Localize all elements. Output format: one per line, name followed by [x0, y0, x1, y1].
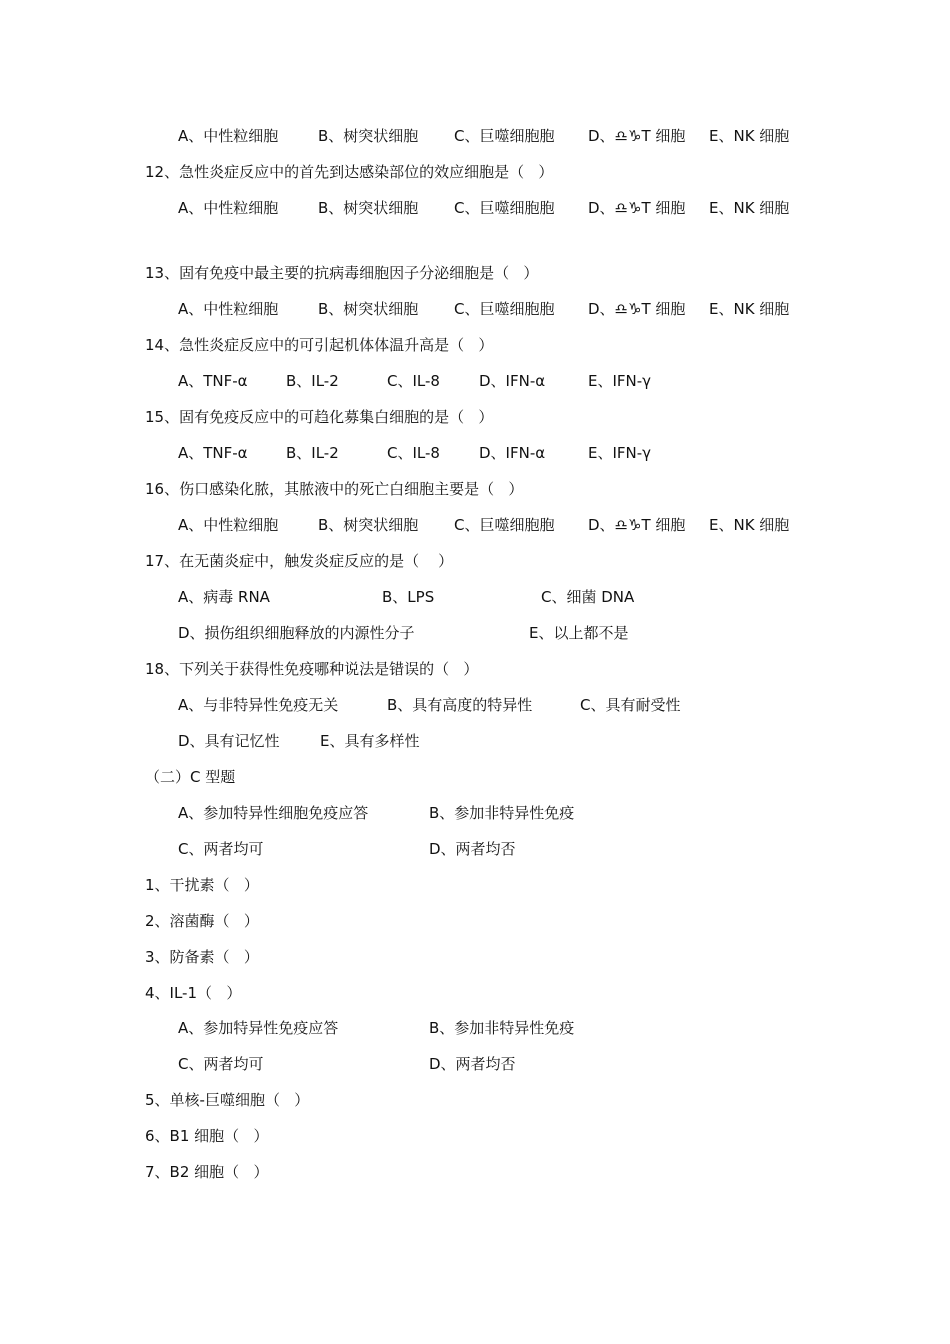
option-d: D、♎♑T 细胞: [588, 127, 686, 145]
group1-option-a: A、参加特异性细胞免疫应答: [178, 804, 369, 822]
c-question-5: 5、单核-巨噬细胞（ ）: [145, 1091, 310, 1109]
question-text: 18、下列关于获得性免疫哪种说法是错误的（ ）: [145, 660, 479, 678]
option-b: B、树突状细胞: [318, 127, 419, 145]
option-b: B、树突状细胞: [318, 300, 419, 318]
question-text: 13、固有免疫中最主要的抗病毒细胞因子分泌细胞是（ ）: [145, 264, 539, 282]
option-c: C、IL-8: [387, 444, 440, 462]
option-b: B、树突状细胞: [318, 199, 419, 217]
option-a: A、中性粒细胞: [178, 300, 279, 318]
c-question-4: 4、IL-1（ ）: [145, 984, 242, 1002]
group1-option-b: B、参加非特异性免疫: [429, 804, 575, 822]
option-c: C、巨噬细胞胞: [454, 127, 555, 145]
option-a: A、TNF-α: [178, 372, 248, 390]
option-a: A、与非特异性免疫无关: [178, 696, 339, 714]
section-title: （二）C 型题: [145, 768, 236, 786]
group2-option-c: C、两者均可: [178, 1055, 264, 1073]
option-c: C、巨噬细胞胞: [454, 516, 555, 534]
option-a: A、中性粒细胞: [178, 127, 279, 145]
option-d: D、♎♑T 细胞: [588, 199, 686, 217]
option-d: D、♎♑T 细胞: [588, 300, 686, 318]
question-text: 14、急性炎症反应中的可引起机体体温升高是（ ）: [145, 336, 494, 354]
option-c: C、IL-8: [387, 372, 440, 390]
option-d: D、具有记忆性: [178, 732, 280, 750]
option-d: D、IFN-α: [479, 372, 546, 390]
question-text: 15、固有免疫反应中的可趋化募集白细胞的是（ ）: [145, 408, 494, 426]
option-b: B、LPS: [382, 588, 435, 606]
option-c: C、具有耐受性: [580, 696, 681, 714]
option-b: B、IL-2: [286, 444, 339, 462]
option-d: D、♎♑T 细胞: [588, 516, 686, 534]
question-text: 16、伤口感染化脓，其脓液中的死亡白细胞主要是（ ）: [145, 480, 524, 498]
c-question-1: 1、干扰素（ ）: [145, 876, 259, 894]
group1-option-d: D、两者均否: [429, 840, 516, 858]
c-question-3: 3、防备素（ ）: [145, 948, 259, 966]
option-e: E、NK 细胞: [709, 127, 790, 145]
option-c: C、巨噬细胞胞: [454, 199, 555, 217]
option-e: E、NK 细胞: [709, 516, 790, 534]
group2-option-d: D、两者均否: [429, 1055, 516, 1073]
option-b: B、树突状细胞: [318, 516, 419, 534]
option-e: E、NK 细胞: [709, 199, 790, 217]
option-e: E、IFN-γ: [588, 444, 652, 462]
option-c: C、巨噬细胞胞: [454, 300, 555, 318]
option-e: E、具有多样性: [320, 732, 420, 750]
option-e: E、NK 细胞: [709, 300, 790, 318]
group1-option-c: C、两者均可: [178, 840, 264, 858]
group2-option-b: B、参加非特异性免疫: [429, 1019, 575, 1037]
option-a: A、中性粒细胞: [178, 516, 279, 534]
option-a: A、病毒 RNA: [178, 588, 270, 606]
question-text: 12、急性炎症反应中的首先到达感染部位的效应细胞是（ ）: [145, 163, 554, 181]
option-e: E、以上都不是: [529, 624, 629, 642]
c-question-6: 6、B1 细胞（ ）: [145, 1127, 269, 1145]
question-text: 17、在无菌炎症中，触发炎症反应的是（ ）: [145, 552, 454, 570]
option-c: C、细菌 DNA: [541, 588, 635, 606]
option-b: B、IL-2: [286, 372, 339, 390]
option-b: B、具有高度的特异性: [387, 696, 533, 714]
option-a: A、TNF-α: [178, 444, 248, 462]
option-d: D、IFN-α: [479, 444, 546, 462]
option-e: E、IFN-γ: [588, 372, 652, 390]
group2-option-a: A、参加特异性免疫应答: [178, 1019, 339, 1037]
c-question-7: 7、B2 细胞（ ）: [145, 1163, 269, 1181]
option-a: A、中性粒细胞: [178, 199, 279, 217]
c-question-2: 2、溶菌酶（ ）: [145, 912, 259, 930]
option-d: D、损伤组织细胞释放的内源性分子: [178, 624, 415, 642]
